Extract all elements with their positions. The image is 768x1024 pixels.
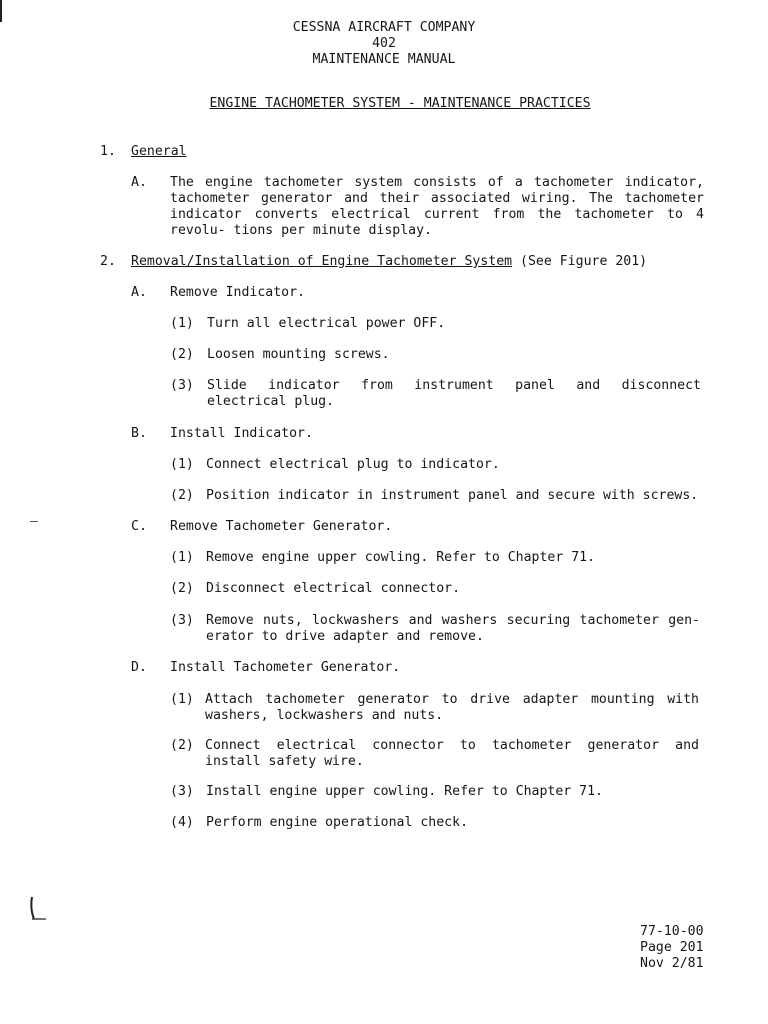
step-number: (1): [170, 692, 194, 707]
page-footer: [640, 924, 740, 972]
section-title: ENGINE TACHOMETER SYSTEM - MAINTENANCE PRACTICES: [209, 96, 591, 111]
manual-name: MAINTENANCE MANUAL: [312, 52, 456, 67]
step-number: (4): [170, 815, 194, 830]
section-1-number: 1.: [100, 144, 116, 159]
step-number: (3): [170, 378, 194, 393]
s1-item-a-letter: A.: [131, 175, 147, 190]
margin-curve: [30, 895, 48, 921]
s2-b-title: Install Indicator.: [170, 426, 313, 441]
step-number: (2): [170, 347, 194, 362]
step-text: Install engine upper cowling. Refer to Chapter 71.: [206, 784, 603, 799]
section-1-title: General: [131, 144, 187, 159]
step-text: Remove engine upper cowling. Refer to Chapter 71.: [206, 550, 596, 565]
s1-item-a-text: The engine tachometer system consists of a tachometer indicator, tachometer generator and their associated wiring. The tachometer indicator converts electrical current from the tachometer to 4 revolu- tions per minute display.: [170, 175, 704, 238]
s2-b-letter: B.: [131, 426, 147, 441]
document-number: 77-10-00: [640, 924, 704, 939]
page-number: Page 201: [640, 940, 704, 955]
step-text: Remove nuts, lockwashers and washers securing tachometer gen- erator to drive adapter and remove.: [206, 613, 700, 644]
margin-mark: [0, 0, 2, 22]
step-number: (1): [170, 550, 194, 565]
step-text: Disconnect electrical connector.: [206, 581, 461, 596]
section-2-heading: [131, 254, 647, 269]
step-text: Loosen mounting screws.: [207, 347, 390, 362]
step-number: (3): [170, 784, 194, 799]
company-name: CESSNA AIRCRAFT COMPANY: [292, 20, 476, 35]
step-number: (2): [170, 738, 194, 753]
margin-dash: [30, 521, 38, 522]
s2-a-title: Remove Indicator.: [170, 285, 305, 300]
step-text: Turn all electrical power OFF.: [207, 316, 446, 331]
step-number: (1): [170, 457, 194, 472]
document-header: [0, 20, 768, 68]
step-text: Attach tachometer generator to drive adapter mounting with washers, lockwashers and nuts.: [205, 692, 699, 723]
step-text: Position indicator in instrument panel and secure with screws.: [206, 488, 699, 503]
s2-c-title: Remove Tachometer Generator.: [170, 519, 393, 534]
s2-c-letter: C.: [131, 519, 147, 534]
s2-a-letter: A.: [131, 285, 147, 300]
step-number: (1): [170, 316, 194, 331]
s2-d-letter: D.: [131, 660, 147, 675]
section-2-number: 2.: [100, 254, 116, 269]
step-text: Perform engine operational check.: [206, 815, 469, 830]
step-number: (2): [170, 488, 194, 503]
revision-date: Nov 2/81: [640, 956, 704, 971]
aircraft-model: 402: [372, 36, 396, 51]
step-number: (2): [170, 581, 194, 596]
step-text: Connect electrical plug to indicator.: [206, 457, 500, 472]
s2-d-title: Install Tachometer Generator.: [170, 660, 401, 675]
step-text: Connect electrical connector to tachometer generator and install safety wire.: [205, 738, 699, 769]
section-2-figure-ref: (See Figure 201): [512, 254, 648, 269]
section-2-title: Removal/Installation of Engine Tachometer System: [131, 254, 513, 269]
step-number: (3): [170, 613, 194, 628]
step-text: Slide indicator from instrument panel and disconnect electrical plug.: [207, 378, 701, 409]
